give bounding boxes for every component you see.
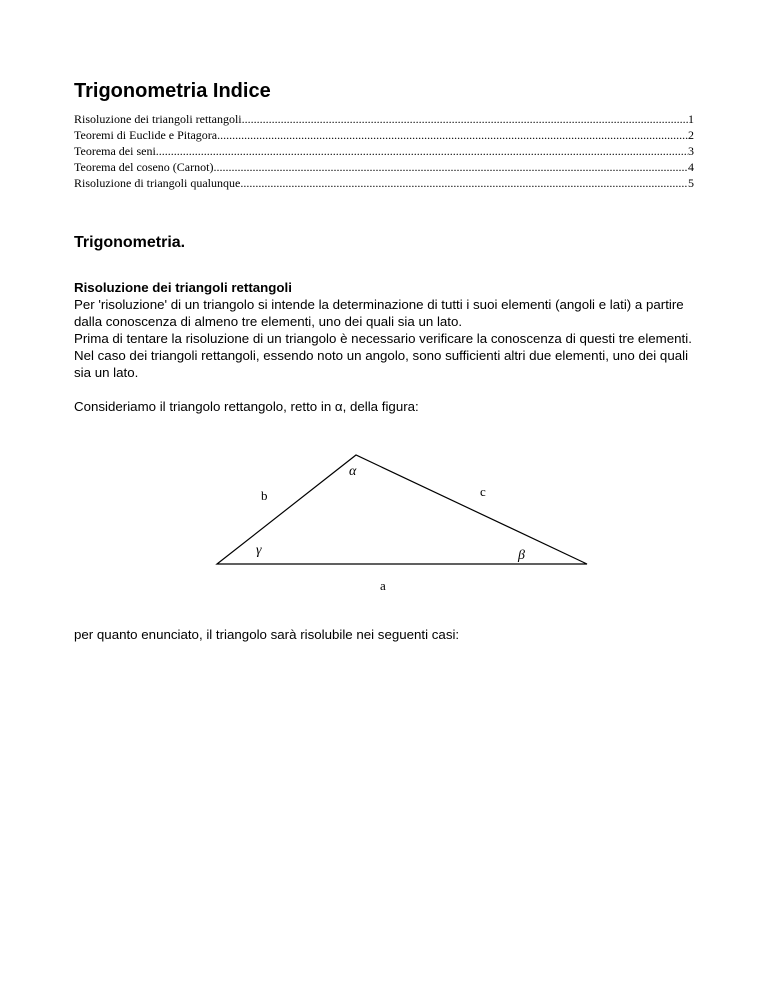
toc-leader-dots <box>156 143 688 159</box>
section-body <box>74 279 699 415</box>
side-a-label: a <box>380 578 386 593</box>
toc-entry[interactable] <box>74 111 694 127</box>
paragraph: Nel caso dei triangoli rettangoli, essendo noto un angolo, sono sufficienti altri due elementi, uno dei quali sia un lato. <box>74 348 689 380</box>
toc-entry-title: Risoluzione dei triangoli rettangoli <box>74 112 242 126</box>
index-title: Trigonometria Indice <box>74 80 271 102</box>
triangle-diagram <box>209 438 609 598</box>
right-triangle-figure <box>209 438 609 598</box>
toc-leader-dots <box>240 175 688 191</box>
toc-entry[interactable] <box>74 159 694 175</box>
toc-entry-page: 4 <box>688 160 694 174</box>
side-b-label: b <box>261 488 268 503</box>
toc-entry[interactable] <box>74 127 694 143</box>
section-title: Trigonometria. <box>74 234 186 251</box>
paragraph-spacer <box>74 381 699 398</box>
toc-entry[interactable] <box>74 143 694 159</box>
toc-entry-page: 2 <box>688 128 694 142</box>
toc-entry-title: Teorema dei seni <box>74 144 156 158</box>
subsection-title: Risoluzione dei triangoli rettangoli <box>74 280 292 295</box>
toc-entry-page: 3 <box>688 144 694 158</box>
toc-entry[interactable] <box>74 175 694 191</box>
toc-entry-title: Teorema del coseno (Carnot) <box>74 160 214 174</box>
angle-beta-label: β <box>518 548 525 563</box>
toc-leader-dots <box>213 159 688 175</box>
toc-entry-page: 5 <box>688 176 694 190</box>
angle-alpha-label: α <box>349 464 357 479</box>
side-c-label: c <box>480 484 486 499</box>
figure-intro: Consideriamo il triangolo rettangolo, retto in α, della figura: <box>74 399 419 414</box>
triangle-outline <box>217 455 587 564</box>
toc-entry-page: 1 <box>688 112 694 126</box>
paragraph: Per 'risoluzione' di un triangolo si intende la determinazione di tutti i suoi elementi (angoli e lati) a partire dalla conoscenza di almeno tre elementi, uno dei quali sia un lato. <box>74 297 684 329</box>
toc-leader-dots <box>242 111 688 127</box>
table-of-contents <box>74 111 694 191</box>
toc-entry-title: Teoremi di Euclide e Pitagora <box>74 128 218 142</box>
toc-entry-title: Risoluzione di triangoli qualunque <box>74 176 241 190</box>
paragraph: Prima di tentare la risoluzione di un triangolo è necessario verificare la conoscenza di questi tre elementi. <box>74 331 692 346</box>
after-figure-text: per quanto enunciato, il triangolo sarà risolubile nei seguenti casi: <box>74 627 460 642</box>
angle-gamma-label: γ <box>256 543 262 558</box>
toc-leader-dots <box>217 127 688 143</box>
